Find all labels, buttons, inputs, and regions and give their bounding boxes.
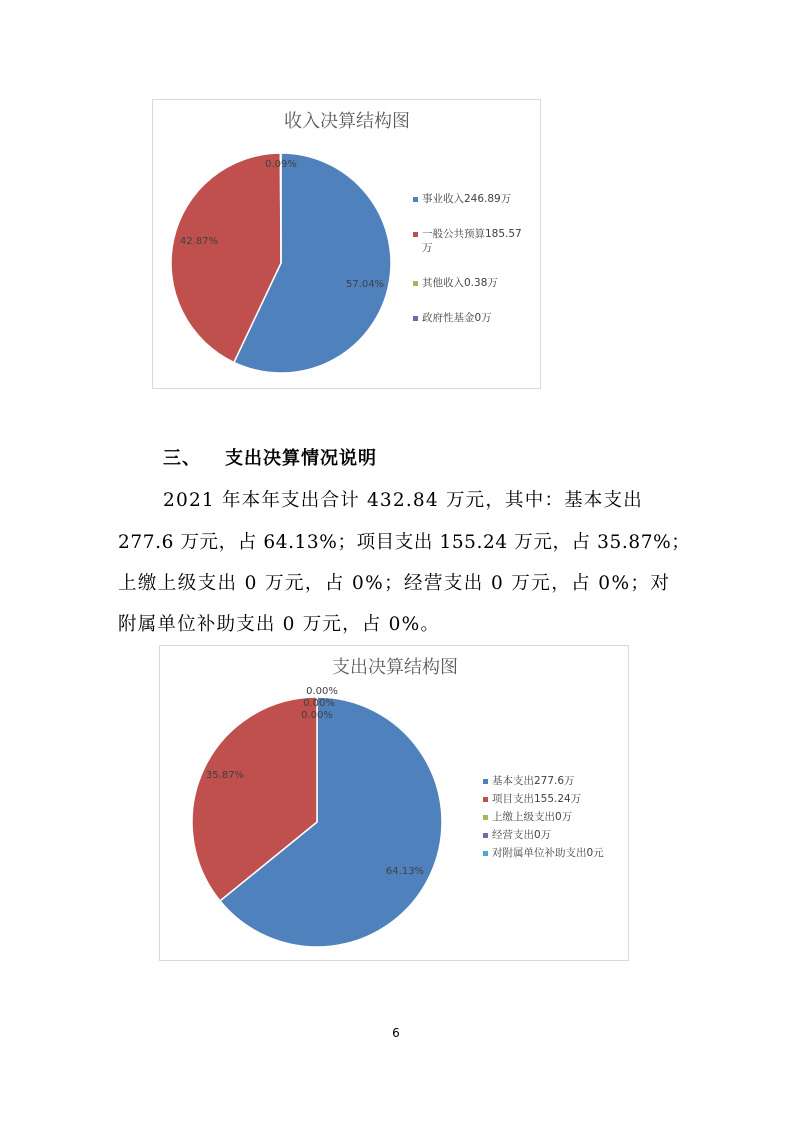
pie-percent-label: 0.00% <box>303 698 335 709</box>
legend-label: 其他收入0.38万 <box>422 277 498 289</box>
pie-percent-label: 0.09% <box>265 159 297 170</box>
income-structure-chart <box>152 99 541 389</box>
paragraph-line-2: 277.6 万元，占 64.13%；项目支出 155.24 万元，占 35.87%； <box>118 532 691 553</box>
legend-marker <box>483 833 488 838</box>
legend-marker <box>483 797 488 802</box>
paragraph-line-3: 上缴上级支出 0 万元，占 0%；经营支出 0 万元，占 0%；对 <box>118 573 671 594</box>
legend-label: 经营支出0万 <box>492 829 552 841</box>
legend-label: 上缴上级支出0万 <box>492 811 573 823</box>
legend-marker <box>413 197 418 202</box>
section-title: 支出决算情况说明 <box>225 448 377 469</box>
legend-marker <box>413 232 418 237</box>
paragraph-line-4: 附属单位补助支出 0 万元，占 0%。 <box>118 614 441 635</box>
income-pie-svg <box>153 100 542 390</box>
legend-label: 政府性基金0万 <box>422 312 492 324</box>
pie-percent-label: 0.00% <box>306 686 338 697</box>
legend-label: 一般公共预算185.57 <box>422 228 522 240</box>
legend-label: 万 <box>422 242 433 254</box>
pie-percent-label: 0.00% <box>301 710 333 721</box>
legend-label: 对附属单位补助支出0元 <box>492 847 604 859</box>
legend-label: 基本支出277.6万 <box>492 775 575 787</box>
legend-label: 事业收入246.89万 <box>422 193 512 205</box>
legend-marker <box>413 316 418 321</box>
section-number: 三、 <box>163 448 201 469</box>
chart-title: 收入决算结构图 <box>284 111 410 132</box>
chart-title: 支出决算结构图 <box>332 657 458 678</box>
pie-percent-label: 42.87% <box>179 236 219 247</box>
pie-percent-label: 35.87% <box>205 770 245 781</box>
expenditure-structure-chart <box>159 645 629 961</box>
paragraph-line-1: 2021 年本年支出合计 432.84 万元，其中：基本支出 <box>163 490 643 511</box>
legend-label: 项目支出155.24万 <box>492 793 582 805</box>
legend-marker <box>483 851 488 856</box>
page-number: 6 <box>392 1026 400 1040</box>
section-heading <box>163 444 377 470</box>
expenditure-pie-svg <box>160 646 630 962</box>
legend-marker <box>483 815 488 820</box>
pie-percent-label: 57.04% <box>345 279 385 290</box>
legend-marker <box>413 281 418 286</box>
pie-percent-label: 64.13% <box>385 866 425 877</box>
legend-marker <box>483 779 488 784</box>
